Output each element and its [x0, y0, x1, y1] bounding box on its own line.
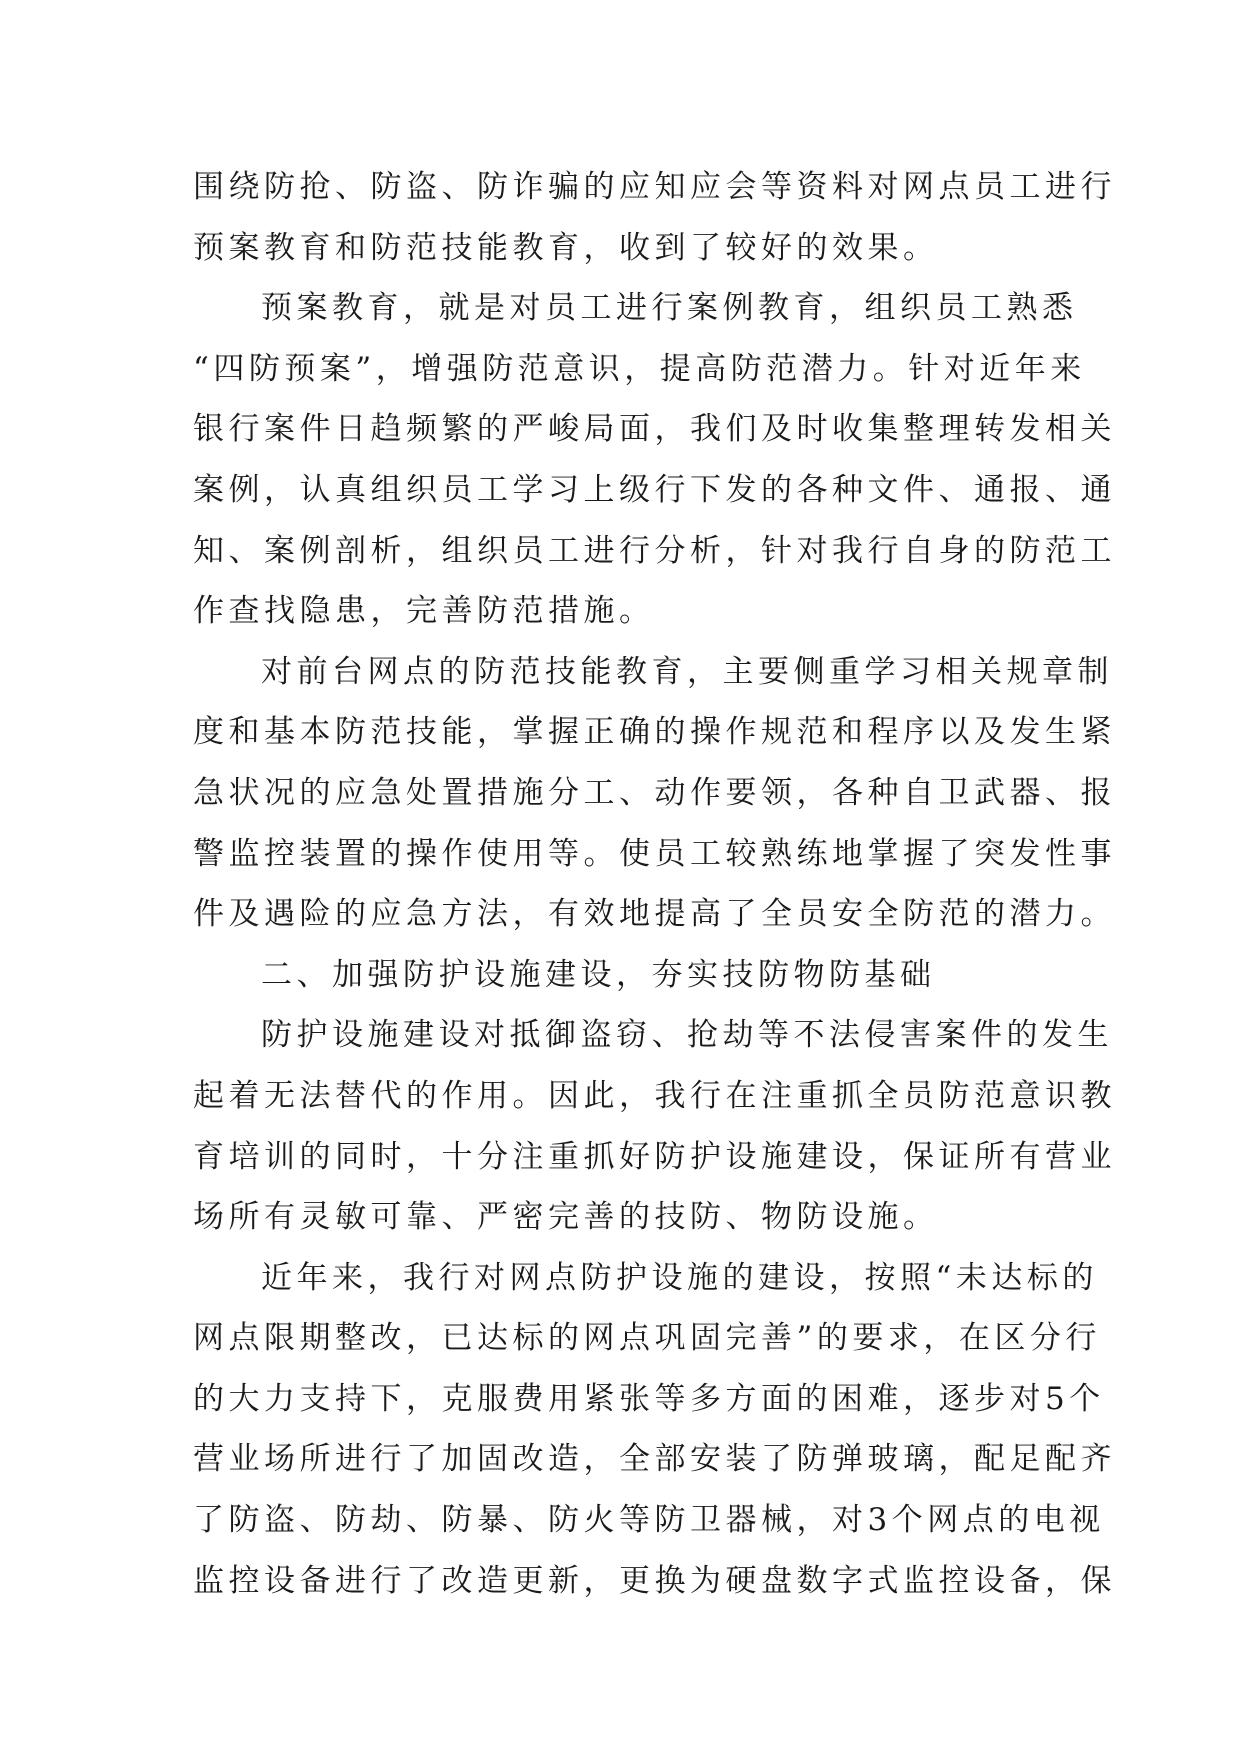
text-line: 预案教育，就是对员工进行案例教育，组织员工熟悉: [261, 290, 1078, 327]
document-body: [193, 157, 1116, 1611]
text-line: 作查找隐患，完善防范措施。: [193, 593, 655, 630]
text-line: 二、加强防护设施建设，夯实技防物防基础: [261, 956, 936, 993]
text-line: 网点限期整改，已达标的网点巩固完善”的要求，在区分行: [193, 1320, 1101, 1357]
text-line: 警监控装置的操作使用等。使员工较熟练地掌握了突发性事: [193, 835, 1116, 872]
text-line: 近年来，我行对网点防护设施的建设，按照“未达标的: [261, 1259, 1098, 1296]
text-line: 育培训的同时，十分注重抓好防护设施建设，保证所有营业: [193, 1138, 1116, 1175]
text-line: 了防盗、防劫、防暴、防火等防卫器械，对3个网点的电视: [193, 1502, 1105, 1539]
text-line: 对前台网点的防范技能教育，主要侧重学习相关规章制: [261, 653, 1113, 690]
text-line: 监控设备进行了改造更新，更换为硬盘数字式监控设备，保: [193, 1562, 1116, 1599]
text-line: 银行案件日趋频繁的严峻局面，我们及时收集整理转发相关: [193, 411, 1116, 448]
text-line: “四防预案”，增强防范意识，提高防范潜力。针对近年来: [193, 350, 1086, 387]
text-line: 急状况的应急处置措施分工、动作要领，各种自卫武器、报: [193, 774, 1116, 811]
text-line: 营业场所进行了加固改造，全部安装了防弹玻璃，配足配齐: [193, 1441, 1116, 1478]
text-line: 围绕防抢、防盗、防诈骗的应知应会等资料对网点员工进行: [193, 169, 1116, 205]
text-line: 防护设施建设对抵御盗窃、抢劫等不法侵害案件的发生: [261, 1017, 1113, 1054]
text-line: 知、案例剖析，组织员工进行分析，针对我行自身的防范工: [193, 532, 1116, 569]
text-line: 的大力支持下，克服费用紧张等多方面的困难，逐步对5个: [193, 1380, 1105, 1417]
text-line: 件及遇险的应急方法，有效地提高了全员安全防范的潜力。: [193, 896, 1116, 933]
text-line: 预案教育和防范技能教育，收到了较好的效果。: [193, 229, 939, 266]
text-line: 度和基本防范技能，掌握正确的操作规范和程序以及发生紧: [193, 714, 1116, 751]
text-line: 起着无法替代的作用。因此，我行在注重抓全员防范意识教: [193, 1077, 1116, 1114]
text-line: 场所有灵敏可靠、严密完善的技防、物防设施。: [193, 1199, 939, 1236]
text-line: 案例，认真组织员工学习上级行下发的各种文件、通报、通: [193, 471, 1116, 508]
